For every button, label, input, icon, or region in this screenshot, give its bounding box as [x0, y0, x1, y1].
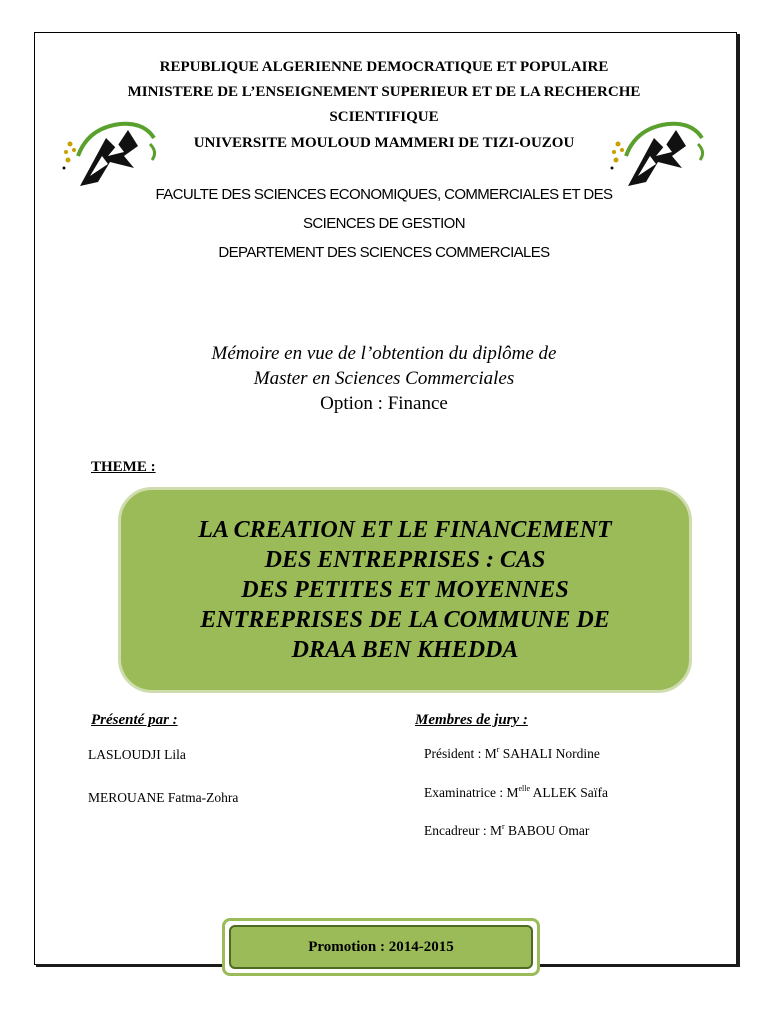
- memoire-line-1: Mémoire en vue de l’obtention du diplôme de: [211, 343, 557, 364]
- jury-member-president: [424, 745, 600, 762]
- ministry-line: MINISTERE DE L’ENSEIGNEMENT SUPERIEUR ET DE LA RECHERCHE: [127, 84, 641, 100]
- theme-title: [135, 515, 675, 665]
- jury-member-examiner: [424, 784, 608, 801]
- faculty-line: FACULTE DES SCIENCES ECONOMIQUES, COMMERCIALES ET DES: [155, 186, 613, 203]
- jury-role: Président : M: [424, 746, 497, 761]
- jury-label: Membres de jury :: [415, 712, 528, 728]
- memoire-line-2: Master en Sciences Commerciales: [253, 368, 515, 389]
- faculty-line-2: SCIENCES DE GESTION: [303, 215, 465, 232]
- university-logo-left: [58, 116, 164, 192]
- university-logo-right: [606, 116, 712, 192]
- theme-title-line: DES ENTREPRISES : CAS: [264, 547, 546, 573]
- jury-title-sup: elle: [518, 784, 531, 793]
- promotion-text: Promotion : 2014-2015: [308, 938, 454, 955]
- jury-name: SAHALI Nordine: [499, 746, 600, 761]
- theme-title-line: LA CREATION ET LE FINANCEMENT: [198, 517, 612, 543]
- jury-role: Encadreur : M: [424, 823, 502, 838]
- page-shadow-right: [736, 34, 740, 966]
- ministry-line-2: SCIENTIFIQUE: [329, 109, 439, 125]
- theme-title-line: DRAA BEN KHEDDA: [291, 637, 519, 663]
- theme-label: THEME :: [91, 459, 156, 475]
- jury-name: BABOU Omar: [504, 823, 590, 838]
- jury-member-supervisor: [424, 822, 589, 839]
- promotion-box: [229, 925, 533, 969]
- student-name: MEROUANE Fatma-Zohra: [88, 790, 239, 805]
- republic-line: REPUBLIQUE ALGERIENNE DEMOCRATIQUE ET POPULAIRE: [159, 59, 609, 75]
- jury-title-sup: r: [496, 745, 500, 754]
- presented-by-label: Présenté par :: [91, 712, 178, 728]
- jury-role: Examinatrice : M: [424, 785, 519, 800]
- student-name: LASLOUDJI Lila: [88, 747, 186, 762]
- jury-name: ALLEK Saïfa: [530, 785, 608, 800]
- theme-box: [118, 487, 692, 693]
- department-line: DEPARTEMENT DES SCIENCES COMMERCIALES: [218, 244, 550, 261]
- option-line: Option : Finance: [320, 393, 448, 414]
- university-line: UNIVERSITE MOULOUD MAMMERI DE TIZI-OUZOU: [193, 135, 575, 151]
- jury-title-sup: r: [501, 822, 505, 831]
- theme-title-line: ENTREPRISES DE LA COMMUNE DE: [200, 607, 610, 633]
- theme-title-line: DES PETITES ET MOYENNES: [241, 577, 569, 603]
